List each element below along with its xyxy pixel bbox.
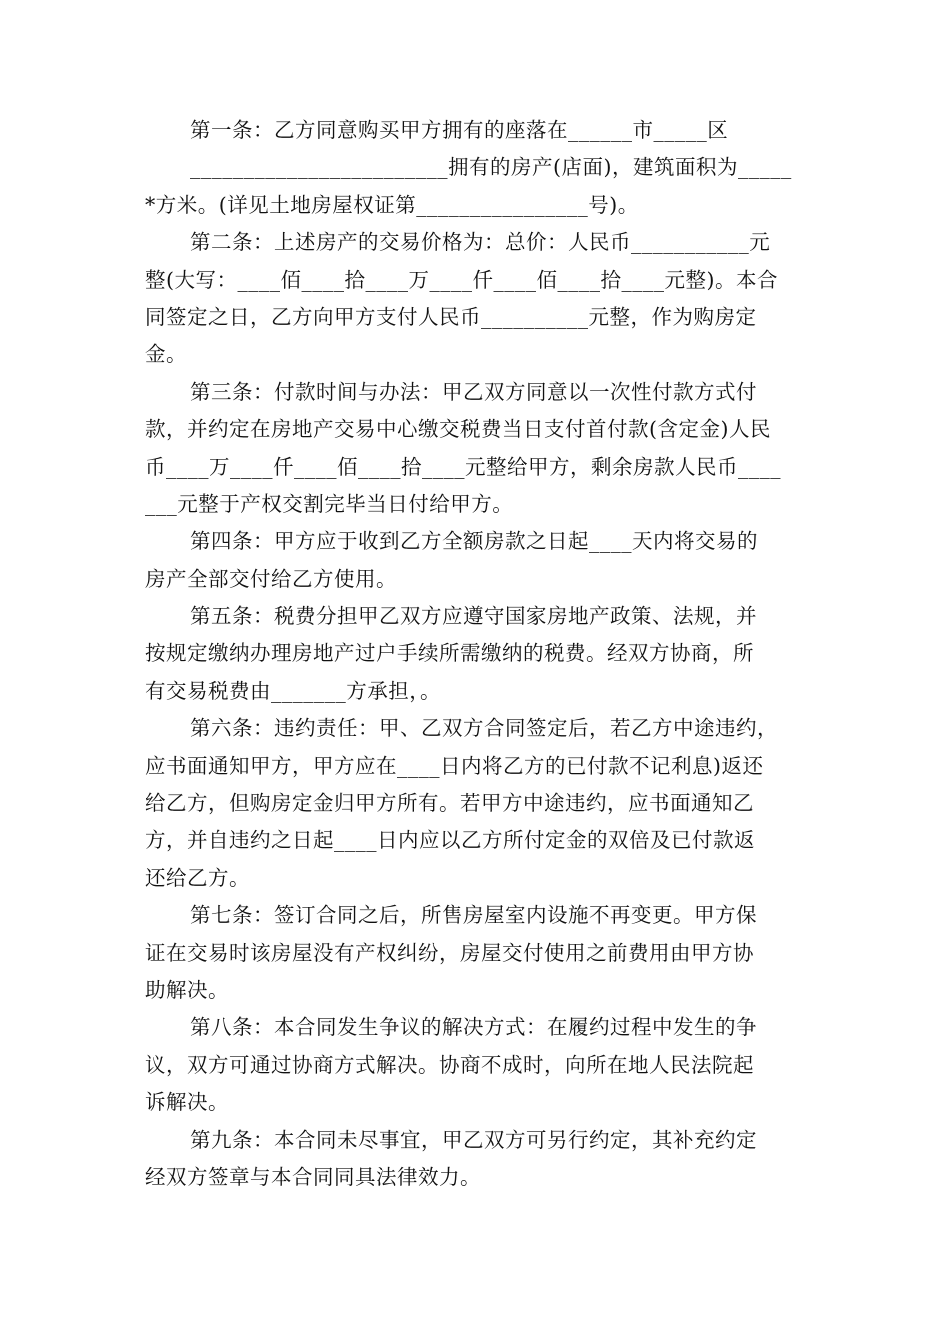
document-line: 还给乙方。 — [145, 865, 250, 890]
document-line: 诉解决。 — [145, 1090, 229, 1115]
document-line: 议，双方可通过协商方式解决。协商不成时，向所在地人民法院起 — [145, 1052, 754, 1077]
document-line: 证在交易时该房屋没有产权纠纷，房屋交付使用之前费用由甲方协 — [145, 940, 754, 965]
document-line: ___元整于产权交割完毕当日付给甲方。 — [145, 491, 514, 516]
document-line: 第七条：签订合同之后，所售房屋室内设施不再变更。甲方保 — [190, 903, 757, 928]
document-line: 第三条：付款时间与办法：甲乙双方同意以一次性付款方式付 — [190, 379, 757, 404]
document-line: 经双方签章与本合同同具法律效力。 — [145, 1164, 481, 1189]
document-line: *方米。(详见土地房屋权证第________________号)。 — [145, 192, 639, 217]
document-line: 有交易税费由_______方承担，。 — [145, 678, 441, 703]
document-line: 助解决。 — [145, 977, 229, 1002]
document-line: 房产全部交付给乙方使用。 — [145, 566, 397, 591]
document-line: 同签定之日，乙方向甲方支付人民币__________元整，作为购房定 — [145, 304, 757, 329]
document-line: 整(大写：____佰____拾____万____仟____佰____拾____元整)。本合 — [145, 267, 778, 292]
document-line: 应书面通知甲方，甲方应在____日内将乙方的已付款不记利息)返还 — [145, 753, 764, 778]
document-line: 款，并约定在房地产交易中心缴交税费当日支付首付款(含定金)人民 — [145, 417, 771, 442]
document-line: ________________________拥有的房产(店面)，建筑面积为_____ — [190, 155, 792, 180]
document-line: 按规定缴纳办理房地产过户手续所需缴纳的税费。经双方协商，所 — [145, 641, 754, 666]
document-line: 第一条：乙方同意购买甲方拥有的座落在______市_____区 — [190, 118, 729, 142]
document-line: 第八条：本合同发生争议的解决方式：在履约过程中发生的争 — [190, 1015, 757, 1040]
contract-body — [145, 112, 807, 1196]
document-line: 币____万____仟____佰____拾____元整给甲方，剩余房款人民币____ — [145, 454, 781, 479]
document-line: 第六条：违约责任：甲、乙双方合同签定后，若乙方中途违约， — [190, 716, 778, 741]
document-line: 第四条：甲方应于收到乙方全额房款之日起____天内将交易的 — [190, 529, 758, 554]
document-line: 方，并自违约之日起____日内应以乙方所付定金的双倍及已付款返 — [145, 828, 755, 853]
document-line: 第二条：上述房产的交易价格为：总价：人民币___________元 — [190, 230, 771, 255]
document-line: 金。 — [145, 342, 187, 367]
document-line: 第五条：税费分担甲乙双方应遵守国家房地产政策、法规，并 — [190, 604, 757, 629]
document-line: 第九条：本合同未尽事宜，甲乙双方可另行约定，其补充约定 — [190, 1127, 757, 1152]
document-line: 给乙方，但购房定金归甲方所有。若甲方中途违约，应书面通知乙 — [145, 791, 754, 816]
